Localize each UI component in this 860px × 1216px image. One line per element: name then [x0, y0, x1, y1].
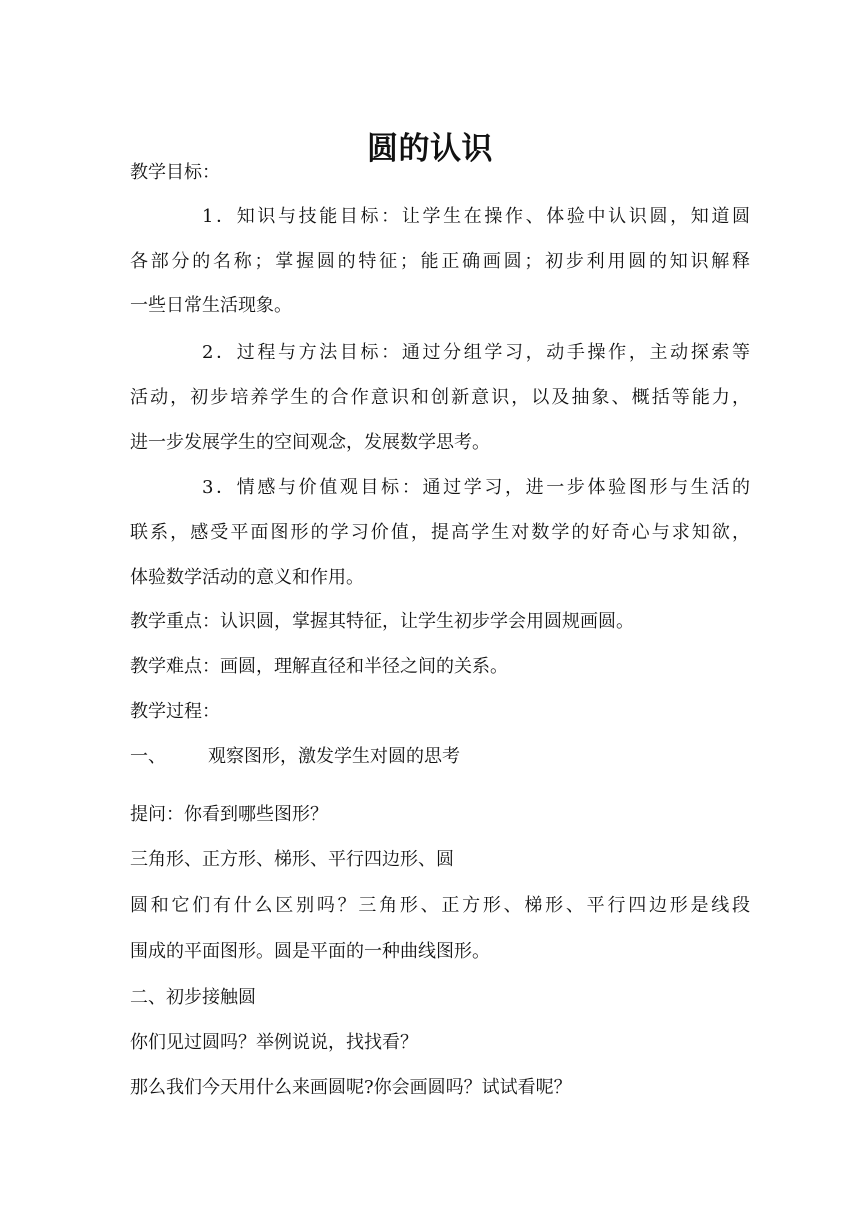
objective-3-line-3: 体验数学活动的意义和作用。 — [130, 567, 364, 588]
question-2: 你们见过圆吗？举例说说，找找看？ — [130, 1032, 418, 1053]
process-heading: 教学过程： — [130, 701, 220, 722]
document-title: 圆的认识 — [367, 130, 493, 167]
objective-3-line-2: 联系，感受平面图形的学习价值，提高学生对数学的好奇心与求知欲， — [130, 522, 750, 543]
objectives-heading: 教学目标： — [130, 162, 220, 183]
objective-2-line-2: 活动，初步培养学生的合作意识和创新意识，以及抽象、概括等能力， — [130, 387, 750, 408]
objective-1-line-1: 1．知识与技能目标：让学生在操作、体验中认识圆，知道圆 — [202, 206, 750, 227]
answer-1: 三角形、正方形、梯形、平行四边形、圆 — [130, 849, 454, 870]
discussion-line-2: 围成的平面图形。圆是平面的一种曲线图形。 — [130, 941, 490, 962]
question-1: 提问：你看到哪些图形？ — [130, 804, 328, 825]
objective-2-line-1: 2．过程与方法目标：通过分组学习，动手操作，主动探索等 — [202, 342, 750, 363]
section-1-number: 一、 — [130, 746, 166, 767]
discussion-line-1: 圆和它们有什么区别吗？三角形、正方形、梯形、平行四边形是线段 — [130, 895, 750, 916]
question-3: 那么我们今天用什么来画圆呢?你会画圆吗？试试看呢？ — [130, 1077, 572, 1098]
section-1-title: 观察图形，激发学生对圆的思考 — [208, 746, 460, 767]
difficult-point: 教学难点：画圆，理解直径和半径之间的关系。 — [130, 656, 508, 677]
objective-3-line-1: 3．情感与价值观目标：通过学习，进一步体验图形与生活的 — [202, 477, 750, 498]
objective-1-line-2: 各部分的名称；掌握圆的特征；能正确画圆；初步利用圆的知识解释 — [130, 251, 750, 272]
section-1-heading — [130, 735, 750, 779]
objective-2-line-3: 进一步发展学生的空间观念，发展数学思考。 — [130, 432, 490, 453]
section-2-heading: 二、初步接触圆 — [130, 987, 256, 1008]
objective-1-line-3: 一些日常生活现象。 — [130, 295, 292, 316]
key-point: 教学重点：认识圆，掌握其特征，让学生初步学会用圆规画圆。 — [130, 611, 634, 632]
